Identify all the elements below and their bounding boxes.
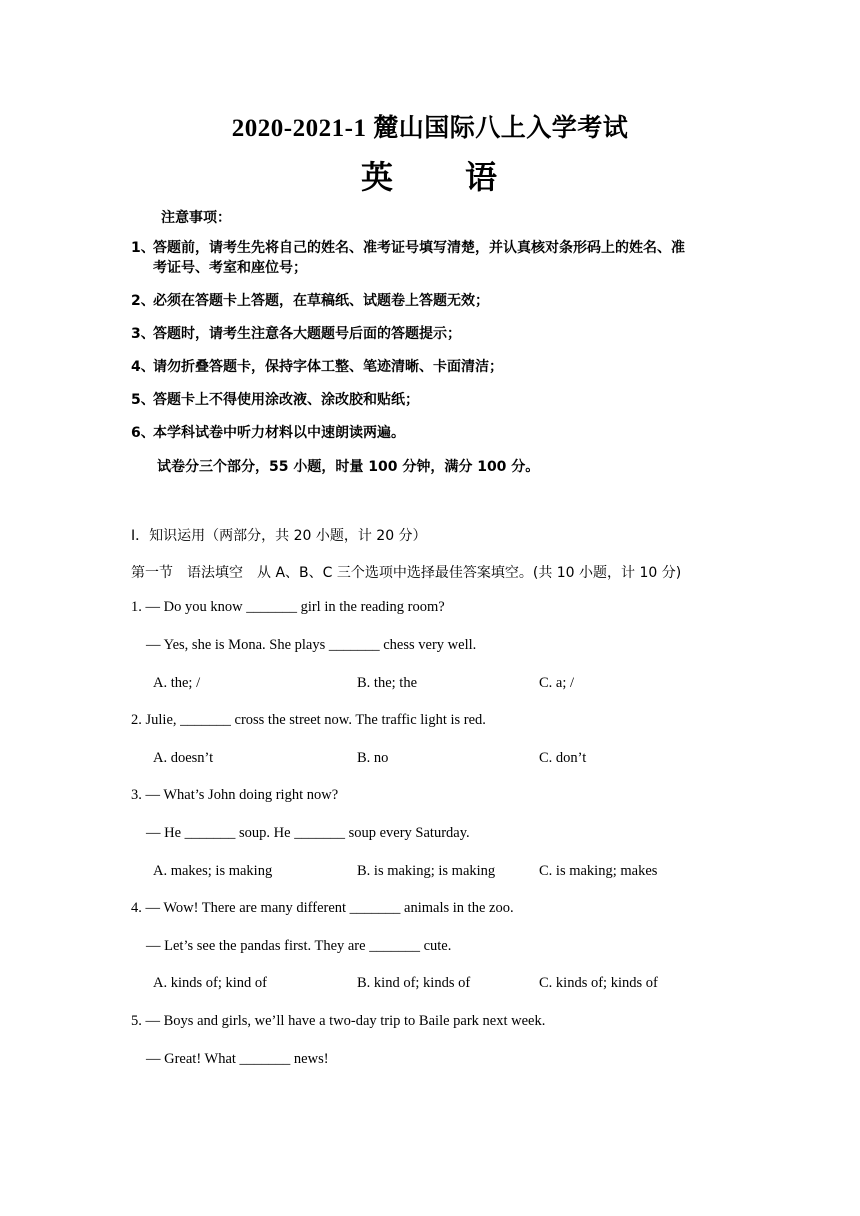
question-1-line-2: — Yes, she is Mona. She plays _______ chess very well. xyxy=(146,637,477,653)
subject-char-1: 英 xyxy=(360,159,395,195)
subject-char-2: 语 xyxy=(465,159,500,195)
question-3-line-1: 3. — What’s John doing right now? xyxy=(131,787,339,803)
question-5-line-2: — Great! What _______ news! xyxy=(146,1051,329,1067)
subsection-title: 第一节 语法填空 从 A、B、C 三个选项中选择最佳答案填空。(共 10 小题，计 10 分) xyxy=(131,565,682,581)
notice-heading: 注意事项： xyxy=(161,210,231,226)
question-1-line-1: 1. — Do you know _______ girl in the reading room? xyxy=(131,599,445,615)
question-5-line-1: 5. — Boys and girls, we’ll have a two-day trip to Baile park next week. xyxy=(131,1013,546,1029)
question-1-option-a: A. the; / xyxy=(153,675,201,691)
question-3-option-c: C. is making; makes xyxy=(539,863,658,879)
question-1-option-b: B. the; the xyxy=(357,675,418,691)
part-title: I．知识运用（两部分，共 20 小题，计 20 分） xyxy=(131,528,427,544)
question-4-line-1: 4. — Wow! There are many different _______ animals in the zoo. xyxy=(131,900,514,916)
notice-item: 2、必须在答题卡上答题，在草稿纸、试题卷上答题无效； xyxy=(131,293,489,309)
question-1-option-c: C. a; / xyxy=(539,675,575,691)
question-4-option-b: B. kind of; kinds of xyxy=(357,975,471,991)
notice-item: 6、本学科试卷中听力材料以中速朗读两遍。 xyxy=(131,425,405,441)
subject-heading xyxy=(0,152,860,198)
exam-summary: 试卷分三个部分，55 小题，时量 100 分钟，满分 100 分。 xyxy=(157,459,540,475)
question-3-option-b: B. is making; is making xyxy=(357,863,496,879)
question-3-option-a: A. makes; is making xyxy=(153,863,273,879)
notice-item: 5、答题卡上不得使用涂改液、涂改胶和贴纸； xyxy=(131,392,419,408)
question-2-option-c: C. don’t xyxy=(539,750,587,766)
question-2-option-b: B. no xyxy=(357,750,389,766)
question-3-line-2: — He _______ soup. He _______ soup every Saturday. xyxy=(146,825,470,841)
question-2-line-1: 2. Julie, _______ cross the street now. The traffic light is red. xyxy=(131,712,486,728)
notice-item: 1、答题前，请考生先将自己的姓名、准考证号填写清楚，并认真核对条形码上的姓名、准 考证号、考室和座位号； xyxy=(131,240,685,276)
question-4-option-a: A. kinds of; kind of xyxy=(153,975,267,991)
notice-item: 4、请勿折叠答题卡，保持字体工整、笔迹清晰、卡面清洁； xyxy=(131,359,503,375)
question-4-line-2: — Let’s see the pandas first. They are _______ cute. xyxy=(146,938,452,954)
notice-item: 3、答题时，请考生注意各大题题号后面的答题提示； xyxy=(131,326,461,342)
question-4-option-c: C. kinds of; kinds of xyxy=(539,975,658,991)
question-2-option-a: A. doesn’t xyxy=(153,750,214,766)
exam-title: 2020-2021-1 麓山国际八上入学考试 xyxy=(231,115,629,142)
